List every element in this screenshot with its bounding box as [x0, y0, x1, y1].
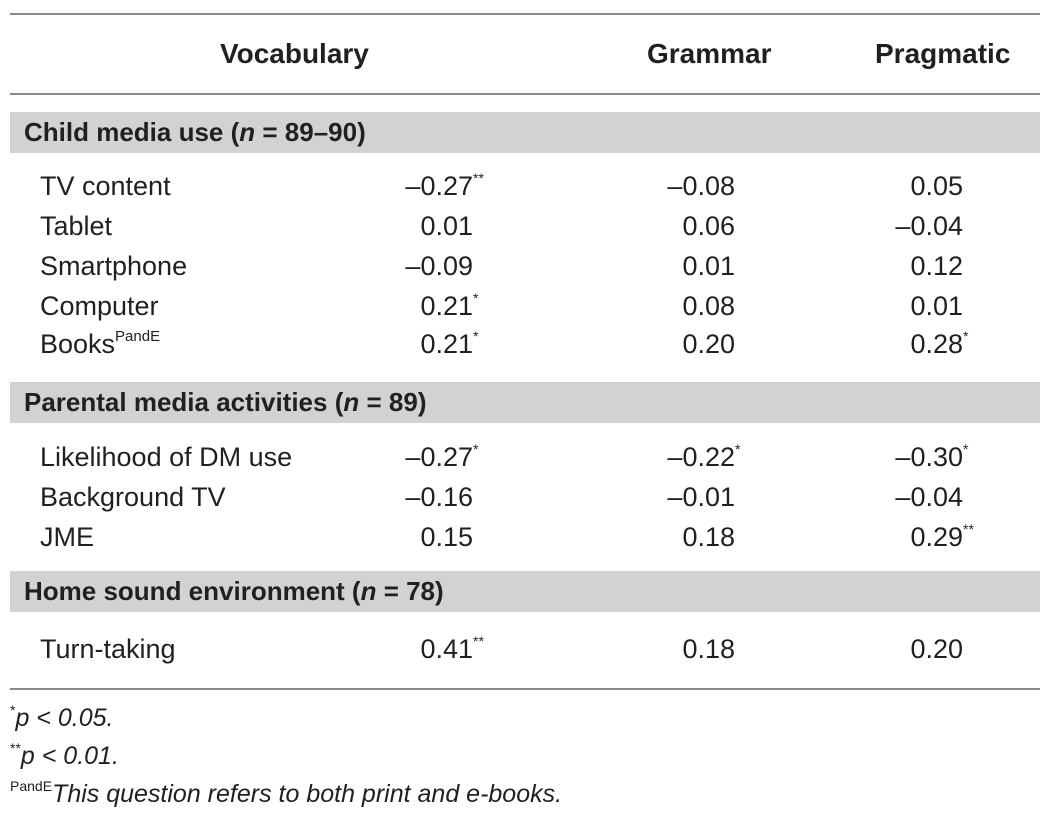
significance-marker: ** [473, 170, 484, 186]
cell-vocabulary-value: –0.27 [405, 171, 473, 201]
cell-grammar [657, 208, 735, 244]
table-row [0, 168, 1054, 204]
table-row [0, 288, 1054, 324]
footnote-pande: $^{PandE}$This question refers to both print and e-books. [10, 778, 563, 808]
cell-grammar [657, 479, 735, 515]
cell-pragmatic-value: 0.29 [910, 522, 963, 552]
table-row [0, 248, 1054, 284]
cell-pragmatic-value: 0.05 [910, 171, 963, 201]
significance-marker: * [735, 441, 741, 457]
table-row [0, 439, 1054, 475]
significance-marker: * [473, 290, 479, 306]
footnote-significance-005: *p < 0.05. [10, 702, 114, 732]
cell-grammar-value: 0.18 [682, 634, 735, 664]
section-title-text: Child media use ( [24, 117, 240, 147]
cell-grammar-value: –0.22 [667, 442, 735, 472]
cell-pragmatic [885, 479, 963, 515]
table-header-rule [10, 93, 1040, 95]
section-n-value: = 89) [359, 387, 427, 417]
cell-grammar-value: 0.01 [682, 251, 735, 281]
row-label-superscript: PandE [115, 328, 161, 345]
significance-marker: * [963, 441, 969, 457]
cell-pragmatic-value: –0.30 [895, 442, 963, 472]
cell-grammar [657, 519, 735, 555]
cell-vocabulary [395, 479, 473, 515]
section-n-symbol: n [239, 117, 256, 147]
row-label [40, 208, 112, 244]
cell-pragmatic [885, 208, 963, 244]
table-row [0, 326, 1054, 362]
cell-grammar [657, 168, 735, 204]
cell-vocabulary [395, 208, 473, 244]
row-label-text: Computer [40, 291, 159, 321]
table-bottom-rule [10, 688, 1040, 690]
row-label [40, 288, 159, 324]
table-row [0, 479, 1054, 515]
cell-pragmatic-value: 0.12 [910, 251, 963, 281]
cell-pragmatic [885, 519, 974, 555]
column-header-pragmatic: Pragmatic [875, 38, 1011, 69]
row-label [40, 168, 171, 204]
cell-grammar-value: 0.18 [682, 522, 735, 552]
cell-pragmatic-value: –0.04 [895, 211, 963, 241]
significance-marker: ** [473, 633, 484, 649]
cell-grammar-value: –0.08 [667, 171, 735, 201]
row-label-text: Likelihood of DM use [40, 442, 293, 472]
cell-vocabulary [395, 439, 478, 475]
row-label-text: Turn-taking [40, 634, 176, 664]
column-header-vocabulary: Vocabulary [220, 38, 369, 69]
row-label-text: Tablet [40, 211, 113, 241]
cell-grammar [657, 288, 735, 324]
section-n-symbol: n [343, 387, 360, 417]
cell-grammar [657, 631, 735, 667]
cell-grammar-value: 0.20 [682, 329, 735, 359]
table-top-rule [10, 13, 1040, 15]
cell-vocabulary-value: 0.01 [420, 211, 473, 241]
table-row [0, 208, 1054, 244]
cell-vocabulary-value: –0.27 [405, 442, 473, 472]
row-label-text: Background TV [40, 482, 226, 512]
cell-grammar-value: 0.08 [682, 291, 735, 321]
cell-vocabulary-value: 0.21 [420, 291, 473, 321]
section-title-text: Parental media activities ( [24, 387, 344, 417]
cell-pragmatic-value: 0.28 [910, 329, 963, 359]
section-header [10, 571, 1040, 612]
cell-vocabulary-value: 0.41 [420, 634, 473, 664]
section-title [24, 571, 444, 612]
cell-pragmatic-value: –0.04 [895, 482, 963, 512]
cell-vocabulary-value: –0.16 [405, 482, 473, 512]
section-title-text: Home sound environment ( [24, 576, 361, 606]
cell-vocabulary [395, 631, 484, 667]
cell-pragmatic [885, 248, 963, 284]
section-n-value: = 78) [376, 576, 444, 606]
cell-vocabulary [395, 168, 484, 204]
row-label [40, 248, 187, 284]
cell-grammar [657, 248, 735, 284]
section-title [24, 112, 366, 153]
cell-grammar [657, 326, 735, 362]
cell-pragmatic [885, 631, 963, 667]
cell-grammar [657, 439, 740, 475]
row-label-text: TV content [40, 171, 171, 201]
row-label [40, 631, 176, 667]
significance-marker: ** [963, 521, 974, 537]
section-n-symbol: n [360, 576, 377, 606]
column-header-grammar: Grammar [647, 38, 772, 69]
section-title [24, 382, 426, 423]
row-label [40, 439, 292, 475]
footnote-significance-001: **p < 0.01. [10, 740, 119, 770]
row-label-text: Books [40, 329, 116, 359]
cell-vocabulary [395, 519, 473, 555]
table-row [0, 519, 1054, 555]
table-row [0, 631, 1054, 667]
section-header [10, 382, 1040, 423]
row-label [40, 519, 94, 555]
significance-marker: * [963, 328, 969, 344]
cell-vocabulary-value: –0.09 [405, 251, 473, 281]
section-header [10, 112, 1040, 153]
cell-vocabulary-value: 0.21 [420, 329, 473, 359]
cell-vocabulary-value: 0.15 [420, 522, 473, 552]
cell-vocabulary [395, 288, 478, 324]
cell-vocabulary [395, 248, 473, 284]
significance-marker: * [473, 328, 479, 344]
cell-pragmatic [885, 326, 968, 362]
cell-pragmatic [885, 168, 963, 204]
cell-grammar-value: –0.01 [667, 482, 735, 512]
row-label-text: JME [40, 522, 94, 552]
cell-grammar-value: 0.06 [682, 211, 735, 241]
cell-pragmatic-value: 0.20 [910, 634, 963, 664]
cell-pragmatic [885, 288, 963, 324]
row-label [40, 479, 226, 515]
cell-pragmatic [885, 439, 968, 475]
row-label [40, 326, 160, 362]
section-n-value: = 89–90) [255, 117, 366, 147]
significance-marker: * [473, 441, 479, 457]
cell-vocabulary [395, 326, 478, 362]
row-label-text: Smartphone [40, 251, 188, 281]
cell-pragmatic-value: 0.01 [910, 291, 963, 321]
